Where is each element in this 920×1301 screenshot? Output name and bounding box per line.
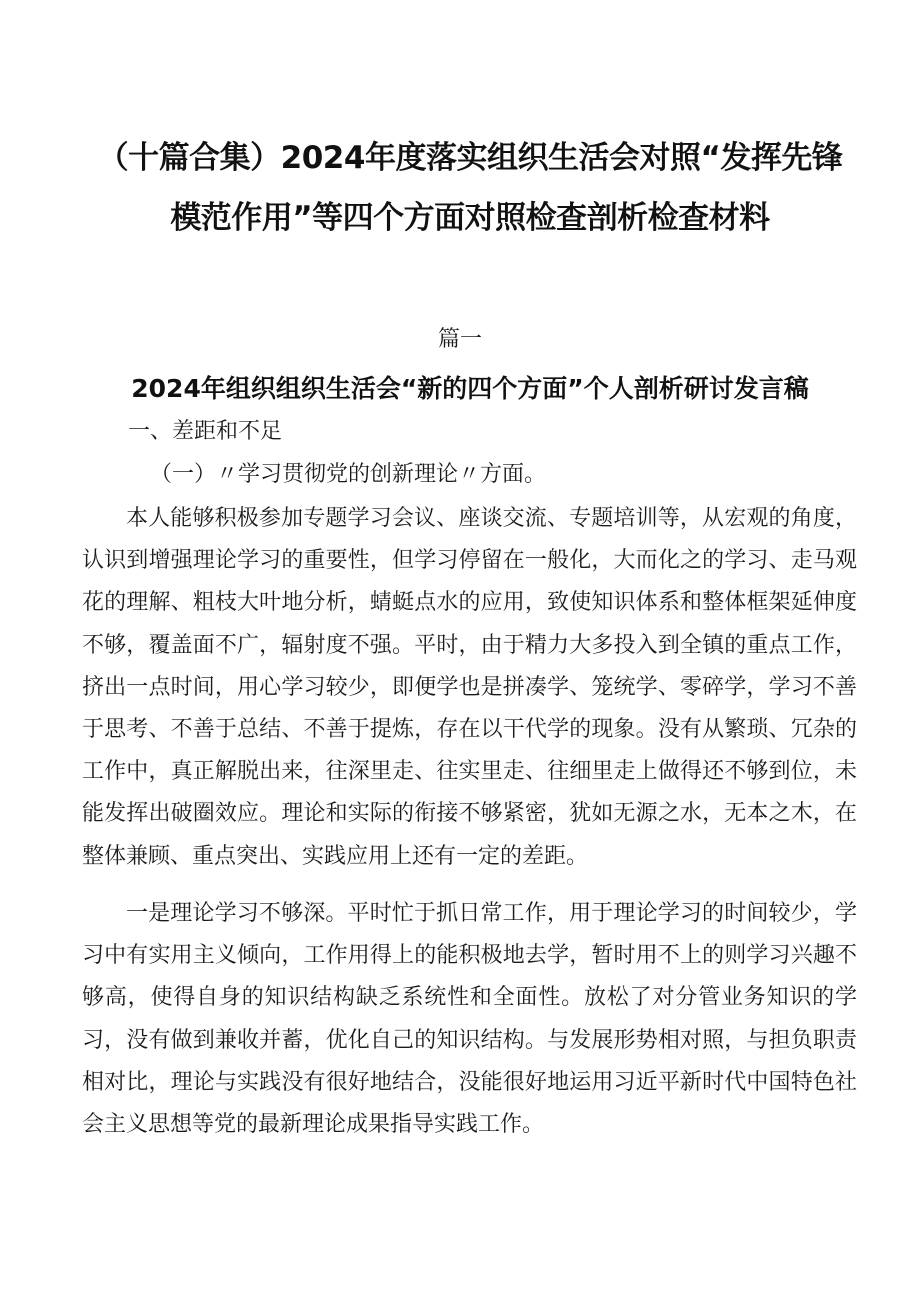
document-title-line-1: （十篇合集）2024年度落实组织生活会对照“发挥先锋 xyxy=(97,140,843,176)
body-paragraph: 一是理论学习不够深。平时忙于抓日常工作，用于理论学习的时间较少，学习中有实用主义倾向，工作用得上的能积极地去学，暂时用不上的则学习兴趣不够高，使得自身的知识结构缺乏系统性和全面性。放松了对分管业务知识的学习，没有做到兼收并蓄，优化自己的知识结构。与发展形势相对照，与担负职责相对比，理论与实践没有很好地结合，没能很好地运用习近平新时代中国特色社会主义思想等党的最新理论成果指导实践工作。 xyxy=(82,901,857,1138)
body-paragraph: 本人能够积极参加专题学习会议、座谈交流、专题培训等，从宏观的角度，认识到增强理论学习的重要性，但学习停留在一般化，大而化之的学习、走马观花的理解、粗枝大叶地分析，蜻蜓点水的应用，致使知识体系和整体框架延伸度不够，覆盖面不广，辐射度不强。平时，由于精力大多投入到全镇的重点工作，挤出一点时间，用心学习较少，即便学也是拼凑学、笼统学、零碎学，学习不善于思考、不善于总结、不善于提炼，存在以干代学的现象。没有从繁琐、冗杂的工作中，真正解脱出来，往深里走、往实里走、往细里走上做得还不够到位，未能发挥出破圈效应。理论和实际的衔接不够紧密，犹如无源之水，无本之木，在整体兼顾、重点突出、实践应用上还有一定的差距。 xyxy=(82,506,857,869)
document-title-line-2: 模范作用”等四个方面对照检查剖析检查材料 xyxy=(170,200,770,236)
section-label: 篇一 xyxy=(437,327,482,352)
section-subtitle: 2024年组织组织生活会“新的四个方面”个人剖析研讨发言稿 xyxy=(131,374,809,403)
heading-theory-study: （一）〃学习贯彻党的创新理论〃方面。 xyxy=(150,462,547,487)
heading-gaps-and-shortcomings: 一、差距和不足 xyxy=(128,419,283,444)
